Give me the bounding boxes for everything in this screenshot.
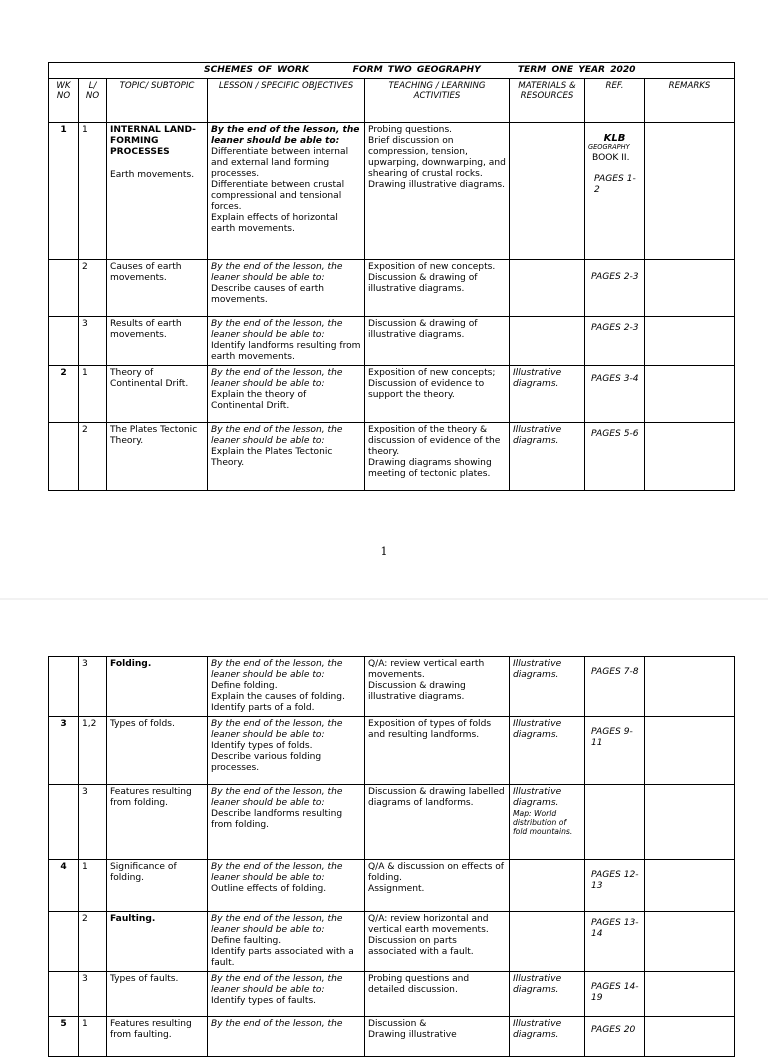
table-row: [49, 657, 735, 717]
objectives-intro: By the end of the lesson, the leaner should be able to:: [211, 368, 343, 389]
topic-cell: Results of earth movements.: [107, 317, 208, 366]
activities-cell: Q/A: review horizontal and vertical earth movements. Discussion on parts associated with a fault.: [365, 912, 510, 972]
objectives-list: Explain the Plates Tectonic Theory.: [211, 447, 333, 468]
objectives-intro: By the end of the lesson, the leaner should be able to:: [211, 659, 343, 680]
topic-cell: The Plates Tectonic Theory.: [107, 423, 208, 491]
reference-pages: PAGES 7-8: [591, 667, 639, 677]
activities-cell: Probing questions. Brief discussion on compression, tension, upwarping, downwarping, and shearing of crustal rocks. Drawing illustrative diagrams.: [365, 123, 510, 260]
lesson-number: 3: [79, 317, 107, 366]
objectives-intro: By the end of the lesson, the leaner should be able to:: [211, 862, 343, 883]
activities-cell: Q/A: review vertical earth movements. Discussion & drawing illustrative diagrams.: [365, 657, 510, 717]
objectives-cell: [208, 366, 365, 423]
topic-title: INTERNAL LAND-FORMING PROCESSES: [110, 125, 196, 157]
objectives-list: Describe causes of earth movements.: [211, 284, 325, 305]
objectives-cell: [208, 860, 365, 912]
objectives-intro: By the end of the lesson, the leaner should be able to:: [211, 262, 343, 283]
reference-publisher: KLB: [603, 133, 626, 144]
objectives-list: Describe landforms resulting from folding.: [211, 809, 343, 830]
document-title-row: [49, 63, 735, 79]
objectives-list: Explain the theory of Continental Drift.: [211, 390, 307, 411]
reference-pages: PAGES 3-4: [591, 374, 639, 384]
materials-cell: Illustrative diagrams.: [510, 972, 585, 1017]
remarks-cell: [645, 657, 735, 717]
table-row: [49, 366, 735, 423]
lesson-number: 3: [79, 657, 107, 717]
materials-cell: [510, 317, 585, 366]
table-row: [49, 717, 735, 785]
header-ref: REF.: [585, 79, 645, 123]
reference-pages: PAGES 2-3: [591, 272, 639, 282]
objectives-intro: By the end of the lesson, the leaner should be able to:: [211, 719, 343, 740]
remarks-cell: [645, 912, 735, 972]
objectives-list: Identify types of faults.: [211, 996, 317, 1006]
activities-cell: Discussion & drawing of illustrative diagrams.: [365, 317, 510, 366]
week-number: [49, 423, 79, 491]
objectives-cell: [208, 785, 365, 860]
reference-pages: PAGES 2-3: [591, 323, 639, 333]
reference-cell: [585, 1017, 645, 1057]
materials-map: Map: World distribution of fold mountains.: [513, 809, 573, 836]
topic-cell: Faulting.: [107, 912, 208, 972]
header-remarks: REMARKS: [645, 79, 735, 123]
week-number: [49, 657, 79, 717]
lesson-number: 3: [79, 972, 107, 1017]
lesson-number: 3: [79, 785, 107, 860]
objectives-intro: By the end of the lesson, the leaner should be able to:: [211, 914, 343, 935]
week-number: [49, 912, 79, 972]
table-row: [49, 260, 735, 317]
objectives-list: Differentiate between internal and external land forming processes. Differentiate between crustal compressional and tensional forces. Explain effects of horizontal earth movements.: [211, 147, 349, 234]
lesson-number: 1: [79, 1017, 107, 1057]
materials-cell: [510, 912, 585, 972]
topic-cell: Theory of Continental Drift.: [107, 366, 208, 423]
week-number: [49, 260, 79, 317]
materials-cell: [510, 123, 585, 260]
reference-pages: PAGES 20: [591, 1025, 636, 1035]
materials-cell: Illustrative diagrams.: [510, 423, 585, 491]
reference-cell: [585, 972, 645, 1017]
header-activities: TEACHING / LEARNING ACTIVITIES: [365, 79, 510, 123]
activities-cell: Probing questions and detailed discussion.: [365, 972, 510, 1017]
objectives-list: Outline effects of folding.: [211, 884, 327, 894]
topic-cell: Features resulting from folding.: [107, 785, 208, 860]
header-materials: MATERIALS & RESOURCES: [510, 79, 585, 123]
reference-cell: [585, 860, 645, 912]
materials-cell: Illustrative diagrams.: [510, 657, 585, 717]
lesson-number: 2: [79, 260, 107, 317]
objectives-list: Define folding. Explain the causes of folding. Identify parts of a fold.: [211, 681, 345, 713]
objectives-intro: By the end of the lesson, the leaner should be able to:: [211, 787, 343, 808]
objectives-intro: By the end of the lesson, the leaner should be able to:: [211, 974, 343, 995]
table-row: [49, 423, 735, 491]
reference-subject: GEOGRAPHY: [588, 143, 630, 151]
topic-cell: Significance of folding.: [107, 860, 208, 912]
objectives-cell: [208, 317, 365, 366]
remarks-cell: [645, 366, 735, 423]
topic-cell: Folding.: [107, 657, 208, 717]
week-number: [49, 972, 79, 1017]
scheme-table-page-2: [48, 656, 735, 1057]
week-number: 4: [49, 860, 79, 912]
title-term: TERM ONE YEAR 2020: [517, 65, 636, 75]
remarks-cell: [645, 317, 735, 366]
materials-cell: [510, 785, 585, 860]
topic-cell: Causes of earth movements.: [107, 260, 208, 317]
table-row: [49, 1017, 735, 1057]
topic-cell: Types of faults.: [107, 972, 208, 1017]
lesson-number: 1,2: [79, 717, 107, 785]
objectives-intro: By the end of the lesson, the leaner should be able to:: [211, 425, 343, 446]
header-wk-no: WK NO: [49, 79, 79, 123]
document-title: [49, 63, 735, 79]
activities-cell: Exposition of the theory & discussion of evidence of the theory. Drawing diagrams showing meeting of tectonic plates.: [365, 423, 510, 491]
objectives-cell: [208, 972, 365, 1017]
table-row: [49, 860, 735, 912]
reference-cell: [585, 717, 645, 785]
objectives-list: Define faulting. Identify parts associated with a fault.: [211, 936, 354, 968]
reference-cell: [585, 123, 645, 260]
activities-cell: Exposition of new concepts. Discussion & drawing of illustrative diagrams.: [365, 260, 510, 317]
activities-cell: Discussion & Drawing illustrative: [365, 1017, 510, 1057]
topic-cell: [107, 123, 208, 260]
reference-cell: [585, 366, 645, 423]
activities-cell: Exposition of types of folds and resulting landforms.: [365, 717, 510, 785]
scheme-table-page-1: [48, 62, 735, 491]
title-subject: FORM TWO GEOGRAPHY: [352, 65, 481, 75]
materials-cell: [510, 260, 585, 317]
objectives-cell: [208, 123, 365, 260]
reference-cell: [585, 423, 645, 491]
lesson-number: 1: [79, 366, 107, 423]
header-l-no: L/ NO: [79, 79, 107, 123]
table-row: [49, 123, 735, 260]
materials-cell: Illustrative diagrams.: [510, 1017, 585, 1057]
remarks-cell: [645, 1017, 735, 1057]
objectives-cell: [208, 260, 365, 317]
topic-cell: Features resulting from faulting.: [107, 1017, 208, 1057]
remarks-cell: [645, 260, 735, 317]
materials-cell: [510, 860, 585, 912]
reference-pages: PAGES 1-2: [594, 174, 636, 195]
remarks-cell: [645, 860, 735, 912]
remarks-cell: [645, 423, 735, 491]
reference-pages: PAGES 14-19: [591, 982, 639, 1003]
reference-cell: [585, 317, 645, 366]
objectives-intro: By the end of the lesson, the leaner should be able to:: [211, 319, 343, 340]
table-row: [49, 317, 735, 366]
week-number: [49, 785, 79, 860]
topic-cell: Types of folds.: [107, 717, 208, 785]
objectives-list: Identify landforms resulting from earth movements.: [211, 341, 361, 362]
activities-cell: Q/A & discussion on effects of folding. Assignment.: [365, 860, 510, 912]
reference-pages: PAGES 9-11: [591, 727, 633, 748]
column-header-row: [49, 79, 735, 123]
reference-cell: [585, 785, 645, 860]
remarks-cell: [645, 972, 735, 1017]
reference-cell: [585, 912, 645, 972]
subtopic: Earth movements.: [110, 170, 195, 180]
week-number: 5: [49, 1017, 79, 1057]
table-row: [49, 912, 735, 972]
table-row: [49, 972, 735, 1017]
week-number: 2: [49, 366, 79, 423]
remarks-cell: [645, 123, 735, 260]
remarks-cell: [645, 717, 735, 785]
activities-cell: Exposition of new concepts; Discussion of evidence to support the theory.: [365, 366, 510, 423]
table-row: [49, 785, 735, 860]
reference-cell: [585, 260, 645, 317]
objectives-intro: By the end of the lesson, the: [211, 1019, 343, 1029]
title-schemes-of-work: SCHEMES OF WORK: [204, 65, 309, 75]
objectives-intro: By the end of the lesson, the leaner should be able to:: [211, 125, 360, 146]
lesson-number: 2: [79, 912, 107, 972]
lesson-number: 1: [79, 860, 107, 912]
lesson-number: 1: [79, 123, 107, 260]
materials-cell: Illustrative diagrams.: [510, 366, 585, 423]
reference-pages: PAGES 12-13: [591, 870, 639, 891]
reference-pages: PAGES 13-14: [591, 918, 639, 939]
remarks-cell: [645, 785, 735, 860]
materials-diagrams: Illustrative diagrams.: [513, 787, 562, 808]
objectives-cell: [208, 717, 365, 785]
materials-cell: Illustrative diagrams.: [510, 717, 585, 785]
header-topic: TOPIC/ SUBTOPIC: [107, 79, 208, 123]
week-number: 3: [49, 717, 79, 785]
document-page-2: [0, 600, 768, 1040]
week-number: 1: [49, 123, 79, 260]
week-number: [49, 317, 79, 366]
page-number: 1: [380, 545, 388, 558]
reference-cell: [585, 657, 645, 717]
objectives-list: Identify types of folds. Describe various folding processes.: [211, 741, 322, 773]
reference-book: BOOK II.: [592, 153, 630, 163]
header-objectives: LESSON / SPECIFIC OBJECTIVES: [208, 79, 365, 123]
lesson-number: 2: [79, 423, 107, 491]
objectives-cell: [208, 657, 365, 717]
objectives-cell: [208, 423, 365, 491]
activities-cell: Discussion & drawing labelled diagrams of landforms.: [365, 785, 510, 860]
objectives-cell: [208, 912, 365, 972]
reference-pages: PAGES 5-6: [591, 429, 639, 439]
objectives-cell: [208, 1017, 365, 1057]
